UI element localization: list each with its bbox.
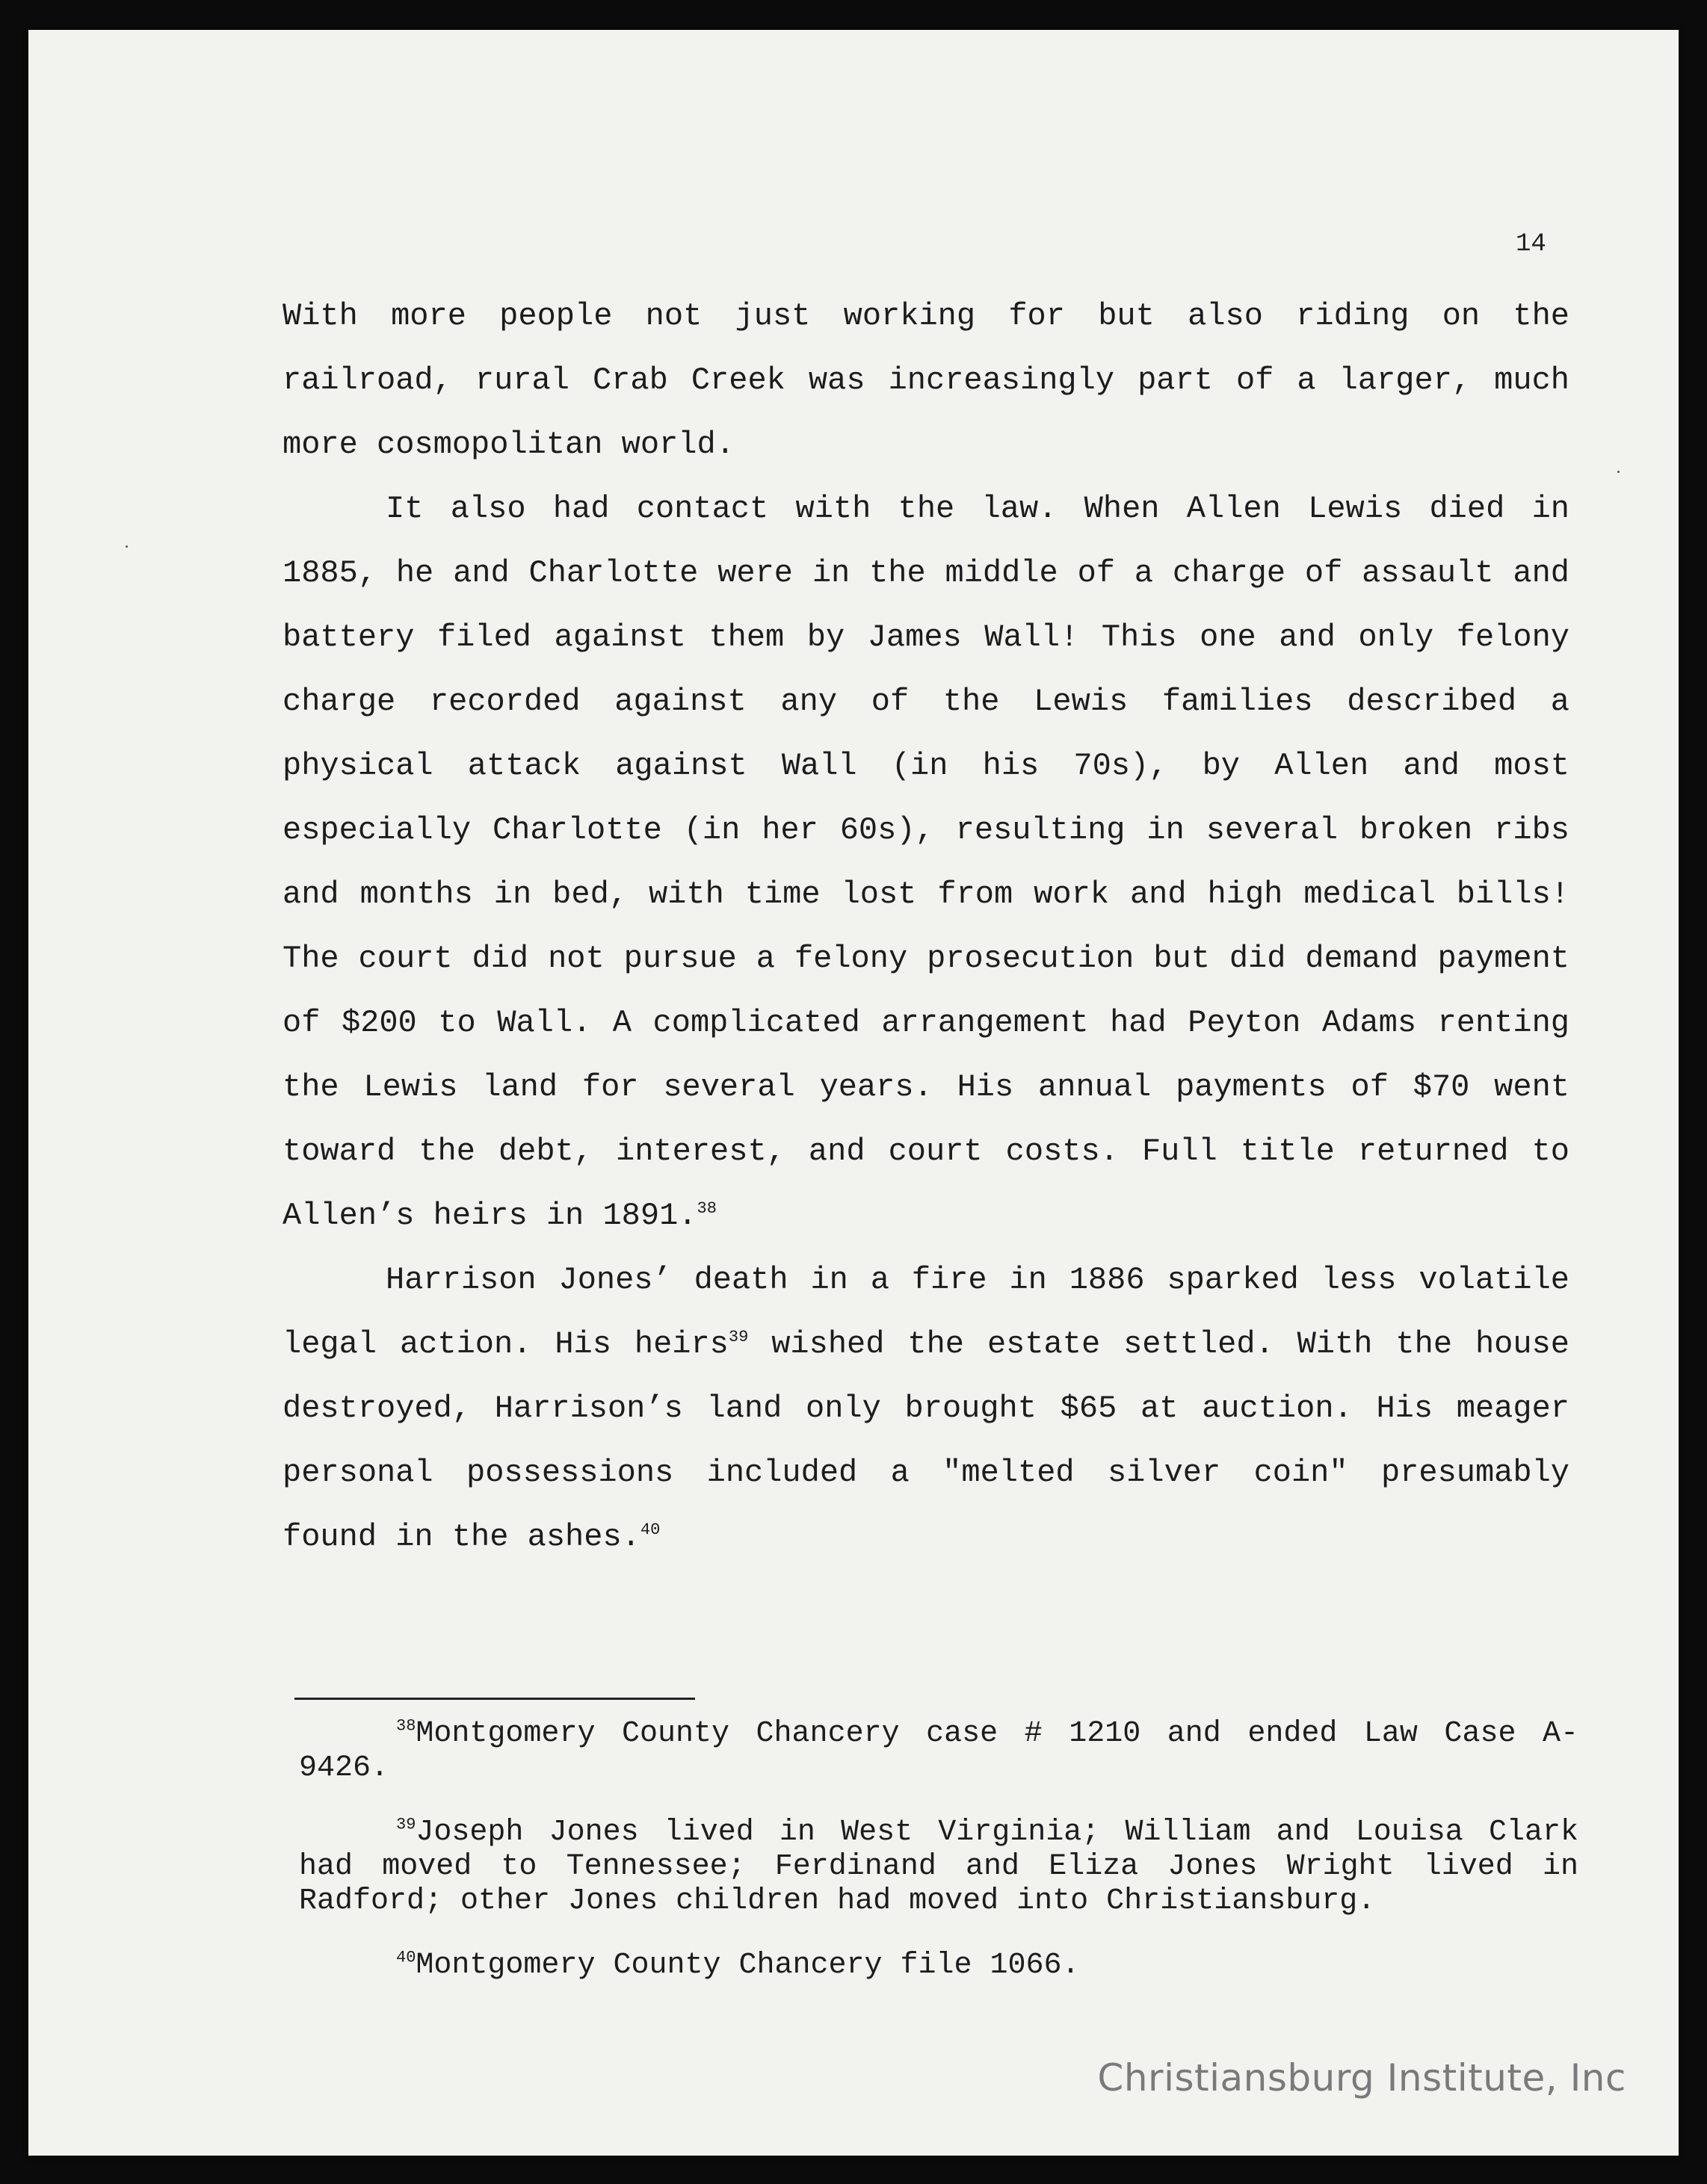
footnote-ref-39: 39 — [728, 1328, 749, 1346]
footnote-number: 40 — [396, 1948, 416, 1967]
paragraph-3 — [283, 1248, 1569, 1569]
document-page — [28, 30, 1679, 2156]
footnote-ref-38: 38 — [697, 1199, 717, 1218]
footnote-text: Montgomery County Chancery file 1066. — [416, 1949, 1080, 1982]
footnote-38 — [299, 1717, 1578, 1786]
footnote-divider — [294, 1698, 695, 1700]
paper-speck — [126, 545, 128, 548]
footnote-number: 38 — [396, 1716, 416, 1736]
footnotes — [299, 1717, 1578, 2013]
page-number: 14 — [1516, 230, 1546, 259]
footnote-number: 39 — [396, 1815, 416, 1834]
footnote-text: Joseph Jones lived in West Virginia; William and Louisa Clark had moved to Tennessee; Ferdinand and Eliza Jones Wright lived in Radford; other Jones children had moved into Christiansburg. — [299, 1816, 1578, 1918]
paragraph-3-text-b: wished the estate settled. With the house destroyed, Harrison’s land only brought $65 at auction. His meager personal possessions included a "melted silver coin" presumably found in the ashes. — [283, 1326, 1569, 1555]
paragraph-2 — [283, 477, 1569, 1248]
paragraph-1: With more people not just working for but also riding on the railroad, rural Crab Creek was increasingly part of a larger, much more cosmopolitan world. — [283, 298, 1569, 463]
paragraph-3-text-a: Harrison Jones’ death in a fire in 1886 sparked less volatile legal action. His heirs — [283, 1262, 1569, 1362]
paragraph-2-text: It also had contact with the law. When Allen Lewis died in 1885, he and Charlotte were in the middle of a charge of assault and battery filed against them by James Wall! This one and only felony charge recorded against any of the Lewis families described a physical attack against Wall (in his 70s), by Allen and most especially Charlotte (in her 60s), resulting in several broken ribs and months in bed, with time lost from work and high medical bills! The court did not pursue a felony prosecution but did demand payment of $200 to Wall. A complicated arrangement had Peyton Adams renting the Lewis land for several years. His annual payments of $70 went toward the debt, interest, and court costs. Full title returned to Allen’s heirs in 1891. — [283, 491, 1569, 1234]
footnote-ref-40: 40 — [640, 1521, 661, 1539]
footnote-39 — [299, 1816, 1578, 1919]
body-text — [283, 284, 1569, 1569]
paper-speck — [1617, 471, 1620, 473]
watermark: Christiansburg Institute, Inc — [1097, 2056, 1626, 2100]
footnote-text: Montgomery County Chancery case # 1210 and ended Law Case A-9426. — [299, 1717, 1578, 1785]
footnote-40 — [299, 1949, 1578, 1983]
